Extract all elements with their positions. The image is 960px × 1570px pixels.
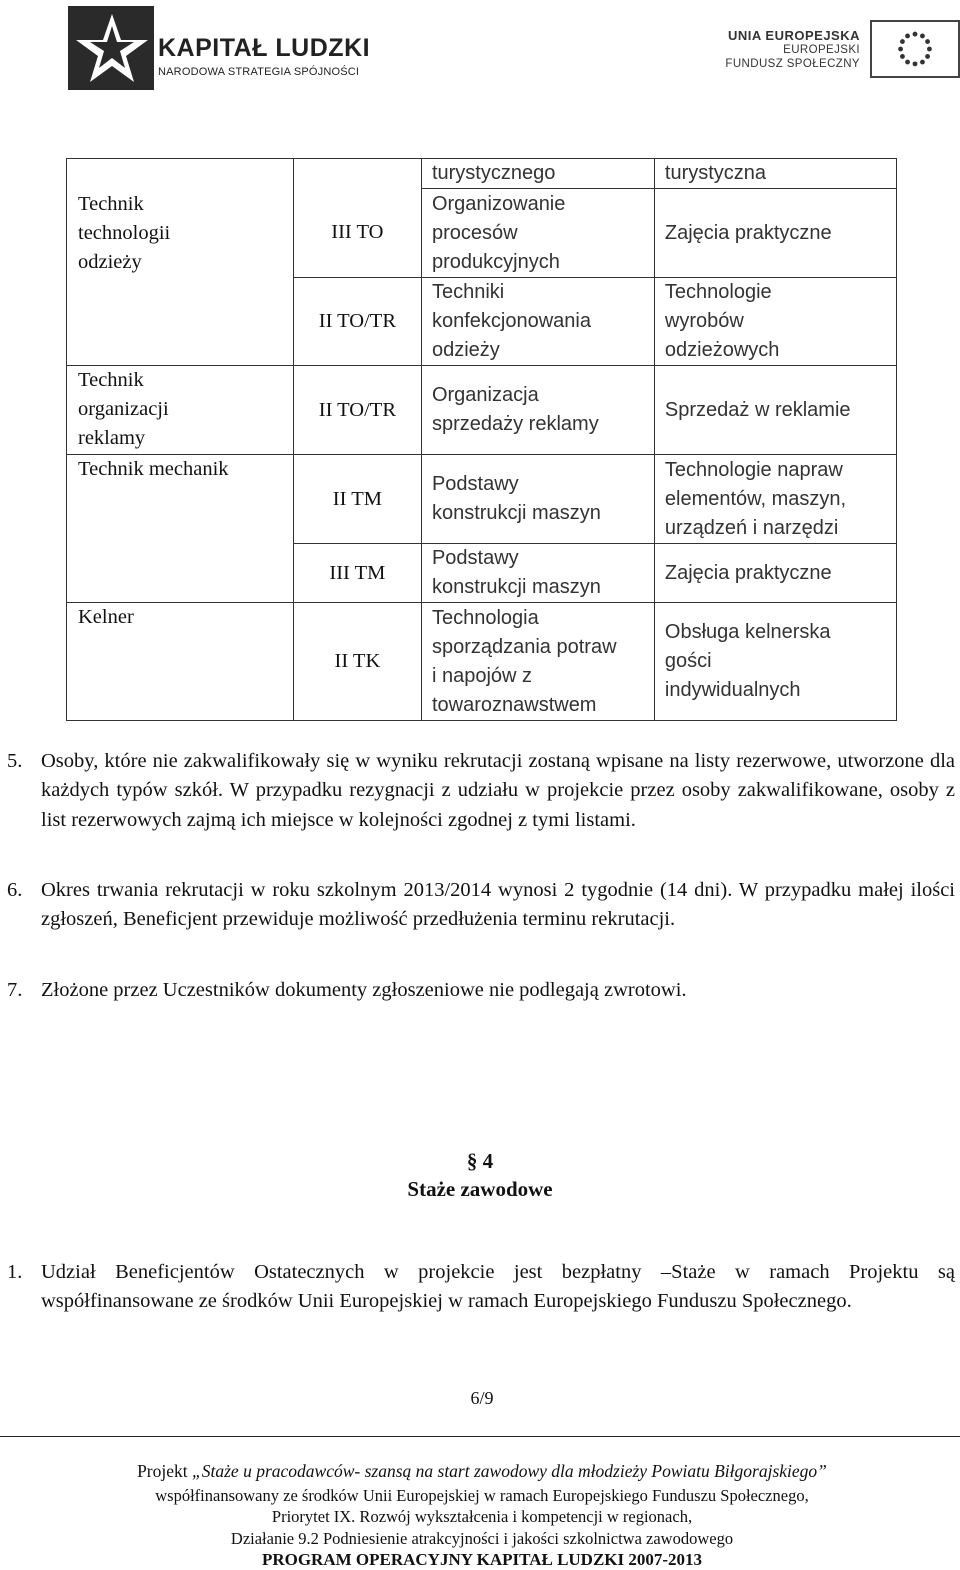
paragraph-text: Okres trwania rekrutacji w roku szkolnym 2013/2014 wynosi 2 tygodnie (14 dni). W przypadku małej ilości zgłoszeń, Beneficjent przewiduje możliwość przedłużenia terminu rekrutacji. — [41, 879, 955, 931]
practice-cell — [654, 159, 896, 189]
paragraph-number: 5. — [7, 750, 23, 772]
subject-text: sporządzania potraw — [431, 635, 617, 658]
practice-text: Obsługa kelnerska — [664, 621, 831, 643]
subject-text: Podstawy — [431, 547, 519, 569]
practice-text: indywidualnych — [664, 679, 801, 701]
paragraph-7 — [7, 976, 955, 1005]
subject-text: Technologia — [431, 606, 539, 629]
paragraph-text: Udział Beneficjentów Ostatecznych w projekcie jest bezpłatny –Staże w ramach Projektu są współfinansowane ze środków Unii Europejskiej w ramach Europejskiego Funduszu Społecznego. — [41, 1261, 955, 1313]
paragraph-text: Osoby, które nie zakwalifikowały się w wyniku rekrutacji zostaną wpisane na listy rezerwowe, utworzone dla każdych typów szkół. W przypadku rezygnacji z udziału w projekcie przez osoby zakwalifikowane, osoby z list rezerwowych zajmą ich miejsce w kolejności zgodnej z tymi listami. — [41, 750, 955, 831]
class-cell — [293, 366, 421, 455]
class-cell — [293, 189, 421, 278]
footer-line-5: PROGRAM OPERACYJNY KAPITAŁ LUDZKI 2007-2013 — [261, 1550, 703, 1569]
practice-cell — [654, 455, 896, 544]
subject-cell — [421, 455, 654, 544]
eu-flag-icon — [870, 20, 960, 78]
profession-text: organizacji — [78, 398, 169, 420]
table-row — [67, 278, 897, 366]
kapital-ludzki-star-icon — [66, 4, 158, 92]
paragraph-6 — [7, 876, 955, 935]
profession-text: odzieży — [78, 250, 142, 273]
section-paragraph-1 — [7, 1258, 955, 1317]
class-text: III TM — [329, 561, 386, 584]
practice-cell — [654, 544, 896, 603]
eu-logo-text — [725, 28, 860, 71]
footer-line-3: Priorytet IX. Rozwój wykształcenia i kompetencji w regionach, — [271, 1507, 693, 1526]
practice-text: gości — [664, 650, 712, 672]
paragraph-text: Złożone przez Uczestników dokumenty zgłoszeniowe nie podlegają zwrotowi. — [41, 979, 687, 1001]
class-text: II TM — [332, 487, 382, 510]
profession-text: reklamy — [78, 427, 146, 449]
footer-line-1 — [0, 1461, 960, 1482]
subject-cell — [421, 278, 654, 366]
class-cell — [293, 603, 421, 721]
eu-logo-line1: UNIA EUROPEJSKA — [728, 28, 860, 43]
practice-text: Zajęcia praktyczne — [664, 561, 832, 584]
subject-cell — [421, 544, 654, 603]
subject-text: sprzedaży reklamy — [431, 413, 599, 435]
profession-text: Kelner — [78, 606, 134, 628]
subject-text: odzieży — [431, 339, 500, 361]
subject-text: konstrukcji maszyn — [431, 576, 601, 598]
subject-cell — [421, 159, 654, 189]
practice-text: Sprzedaż w reklamie — [664, 398, 851, 421]
section-number: § 4 — [466, 1149, 494, 1173]
profession-text: technologii — [78, 221, 171, 244]
subject-cell — [421, 366, 654, 455]
logo-title: KAPITAŁ LUDZKI — [158, 34, 371, 62]
practice-text: elementów, maszyn, — [664, 487, 847, 510]
profession-cell — [67, 278, 294, 366]
project-title: „Staże u pracodawców- szansą na start zawodowy dla młodzieży Powiatu Biłgorajskiego” — [192, 1461, 827, 1481]
practice-cell — [654, 603, 896, 721]
profession-text: Technik — [78, 192, 144, 215]
class-cell — [293, 455, 421, 544]
profession-cell — [67, 544, 294, 603]
subject-cell — [421, 189, 654, 278]
table-row — [67, 455, 897, 544]
subject-text: Techniki — [431, 281, 505, 303]
class-text: II TO/TR — [318, 310, 397, 332]
profession-cell — [67, 189, 294, 278]
practice-text: Zajęcia praktyczne — [664, 221, 832, 244]
class-text: II TK — [334, 650, 381, 672]
program-table — [66, 158, 897, 721]
practice-text: Technologie — [664, 281, 772, 303]
table-row — [67, 159, 897, 189]
kapital-ludzki-logo — [66, 4, 386, 92]
profession-cell — [67, 366, 294, 455]
practice-text: odzieżowych — [664, 339, 780, 361]
subject-text: Podstawy — [431, 473, 519, 495]
paragraph-number: 6. — [7, 879, 23, 901]
table-row — [67, 544, 897, 603]
eu-logo — [700, 18, 960, 80]
class-cell — [293, 278, 421, 366]
practice-cell — [654, 189, 896, 278]
profession-cell — [67, 159, 294, 189]
table-row — [67, 189, 897, 278]
paragraph-number: 7. — [7, 979, 23, 1001]
profession-text: Technik mechanik — [78, 458, 229, 480]
eu-logo-line3: FUNDUSZ SPOŁECZNY — [725, 58, 860, 70]
subject-text: konstrukcji maszyn — [431, 502, 601, 524]
class-cell — [293, 159, 421, 189]
subject-text: procesów — [431, 221, 518, 244]
profession-cell — [67, 603, 294, 721]
practice-cell — [654, 278, 896, 366]
class-text: II TO/TR — [318, 398, 397, 421]
subject-text: produkcyjnych — [431, 250, 560, 273]
footer-line-2: współfinansowany ze środków Unii Europejskiej w ramach Europejskiego Funduszu Społecznego, — [155, 1486, 809, 1505]
subject-text: konfekcjonowania — [431, 310, 591, 332]
paragraph-number: 1. — [7, 1261, 23, 1283]
class-cell — [293, 544, 421, 603]
profession-text: Technik — [78, 369, 144, 391]
profession-cell — [67, 455, 294, 544]
footer-prefix: Projekt — [137, 1461, 193, 1481]
subject-text: Organizacja — [431, 384, 539, 406]
paragraph-5 — [7, 747, 955, 835]
page-number: 6/9 — [470, 1388, 494, 1408]
table-row — [67, 603, 897, 721]
subject-text: turystycznego — [431, 162, 556, 184]
subject-text: towaroznawstwem — [431, 693, 597, 716]
practice-text: Technologie napraw — [664, 458, 843, 481]
footer-line-4: Działanie 9.2 Podniesienie atrakcyjności i jakości szkolnictwa zawodowego — [230, 1529, 734, 1548]
practice-text: wyrobów — [664, 310, 744, 332]
section-title: Staże zawodowe — [407, 1177, 553, 1201]
subject-text: Organizowanie — [431, 192, 566, 215]
eu-logo-line2: EUROPEJSKI — [783, 44, 860, 56]
subject-text: i napojów z — [431, 664, 533, 687]
subject-cell — [421, 603, 654, 721]
practice-cell — [654, 366, 896, 455]
logo-subtitle: NARODOWA STRATEGIA SPÓJNOŚCI — [158, 66, 360, 78]
footer-divider — [0, 1436, 960, 1437]
practice-text: urządzeń i narzędzi — [664, 516, 839, 539]
table-row — [67, 366, 897, 455]
practice-text: turystyczna — [664, 162, 767, 184]
class-text: III TO — [331, 221, 384, 244]
